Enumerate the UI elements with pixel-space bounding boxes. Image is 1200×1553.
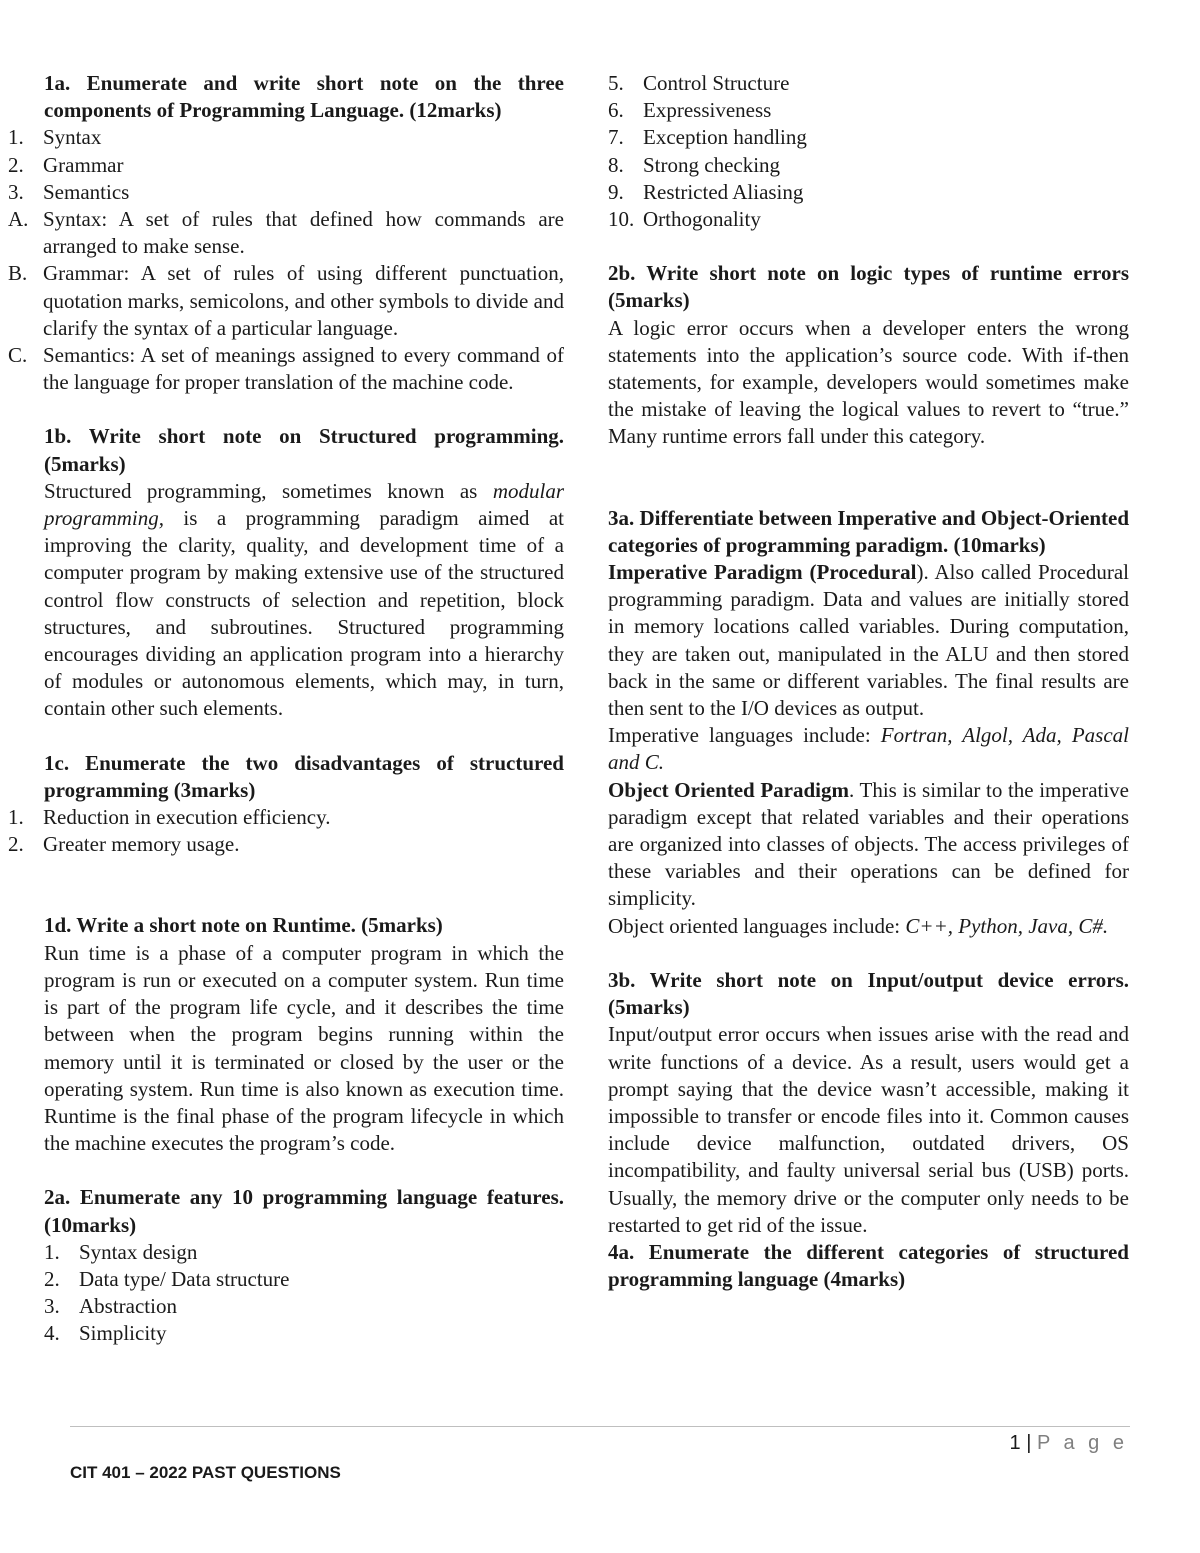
footer-title: CIT 401 – 2022 PAST QUESTIONS: [70, 1463, 341, 1482]
q3a-object-oriented-languages: Object oriented languages include: C++, Python, Java, C#.: [608, 913, 1109, 938]
list-item: C. Semantics: A set of meanings assigned to every command of the language for proper translation of the machine code.: [8, 343, 564, 395]
right-column: [608, 70, 1129, 1293]
footer-divider: [70, 1426, 1130, 1427]
list-item: 9. Restricted Aliasing: [608, 179, 804, 204]
list-item: 1. Syntax: [8, 125, 102, 150]
q1a-notes-list: [8, 206, 564, 396]
list-item: 5. Control Structure: [608, 71, 790, 95]
list-item: 3. Semantics: [8, 179, 130, 204]
q3a-heading: 3a. Differentiate between Imperative and Object-Oriented categories of programming paradigm. (10marks): [608, 505, 1129, 557]
list-item: 1. Syntax design: [44, 1239, 198, 1264]
q2b-body: A logic error occurs when a developer enters the wrong statements into the application’s source code. With if-then statements, for example, developers would sometimes make the mistake of leaving the logical values to revert to “true.” Many runtime errors fall under this category.: [608, 315, 1129, 449]
list-item: 2. Greater memory usage.: [8, 832, 240, 857]
q3b-heading: 3b. Write short note on Input/output device errors. (5marks): [608, 967, 1129, 1020]
q2b-heading: 2b. Write short note on logic types of runtime errors (5marks): [608, 261, 1129, 313]
q3a-imperative-languages: Imperative languages include: Fortran, Algol, Ada, Pascal and C.: [608, 723, 1129, 775]
list-item: 7. Exception handling: [608, 125, 807, 150]
q1c-heading: 1c. Enumerate the two disadvantages of structured programming (3marks): [44, 750, 564, 802]
list-item: A. Syntax: A set of rules that defined how commands are arranged to make sense.: [8, 207, 564, 259]
q3a-imperative-paragraph: Imperative Paradigm (Procedural). Also called Procedural programming paradigm. Data and values are initially stored in memory locations called variables. During computation, they are taken out, manipulated in the ALU and then stored back in the same or different variables. The final results are then sent to the I/O devices as output.: [608, 560, 1129, 721]
list-item: 4. Simplicity: [44, 1321, 167, 1346]
q1a-components-list: [8, 124, 564, 206]
q2a-features-list-part1: [8, 1239, 564, 1348]
list-item: B. Grammar: A set of rules of using different punctuation, quotation marks, semicolons, and other symbols to divide and clarify the syntax of a particular language.: [8, 261, 564, 340]
list-item: 10. Orthogonality: [608, 207, 761, 232]
list-item: 3. Abstraction: [44, 1294, 177, 1319]
list-item: 6. Expressiveness: [608, 98, 772, 123]
q1c-disadvantages-list: [8, 804, 564, 858]
q2a-features-list-part2: [608, 70, 1129, 233]
q3a-object-oriented-paragraph: Object Oriented Paradigm. This is similar to the imperative paradigm except that related variables and their operations are organized into classes of objects. The access privileges of these variables and their operations can be defined for simplicity.: [608, 777, 1130, 911]
q1b-heading: 1b. Write short note on Structured programming. (5marks): [44, 424, 564, 476]
q1d-body: Run time is a phase of a computer program in which the program is run or executed on a computer system. Run time is part of the program life cycle, and it describes the time between when the program begins running within the memory until it is terminated or closed by the user or the operating system. Run time is also known as execution time. Runtime is the final phase of the program lifecycle in which the machine executes the program’s code.: [44, 940, 564, 1156]
page-number: 1 | P a g e: [1009, 1432, 1128, 1454]
list-item: 2. Grammar: [8, 152, 124, 177]
list-item: 2. Data type/ Data structure: [44, 1266, 290, 1291]
q1a-heading: 1a. Enumerate and write short note on the three components of Programming Language. (12marks): [44, 71, 564, 123]
list-item: 1. Reduction in execution efficiency.: [8, 805, 331, 830]
q2a-heading: 2a. Enumerate any 10 programming language features. (10marks): [44, 1185, 564, 1237]
q3b-body: Input/output error occurs when issues arise with the read and write functions of a device. As a result, users would get a prompt saying that the device wasn’t accessible, making it impossible to transfer or encode files into it. Common causes include device malfunction, outdated drivers, OS incompatibility, and faulty universal serial bus (USB) ports. Usually, the memory drive or the computer only needs to be restarted to get rid of the issue.: [608, 1022, 1129, 1237]
left-column: [8, 70, 564, 1348]
q4a-heading: 4a. Enumerate the different categories of structured programming language (4marks): [608, 1239, 1129, 1292]
q1b-body: Structured programming, sometimes known as modular programming, is a programming paradigm aimed at improving the clarity, quality, and development time of a computer program by making extensive use of the structured control flow constructs of selection and repetition, block structures, and subroutines. Structured programming encourages dividing an application program into a hierarchy of modules or autonomous elements, which may, in turn, contain other such elements.: [44, 478, 564, 721]
q1d-heading: 1d. Write a short note on Runtime. (5marks): [44, 913, 443, 938]
list-item: 8. Strong checking: [608, 152, 781, 177]
